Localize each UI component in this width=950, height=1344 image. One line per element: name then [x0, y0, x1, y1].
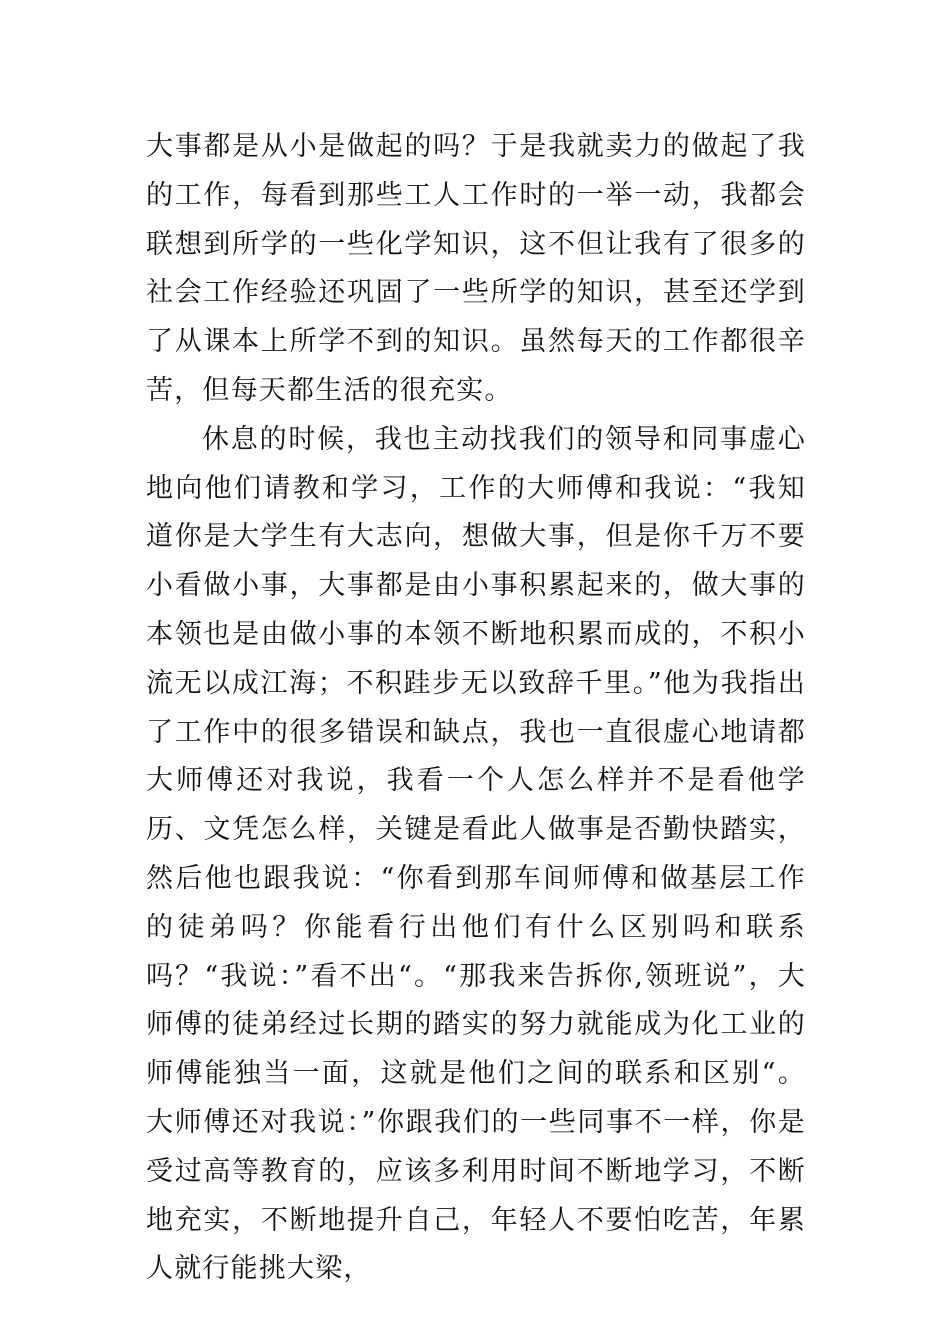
paragraph-1: 大事都是从小是做起的吗？于是我就卖力的做起了我的工作，每看到那些工人工作时的一举一动，我都会联想到所学的一些化学知识，这不但让我有了很多的社会工作经验还巩固了一些所学的知识，甚至还学到了从课本上所学不到的知识。虽然每天的工作都很辛苦，但每天都生活的很充实。: [146, 131, 806, 406]
document-body: [146, 123, 806, 1294]
paragraph-2: 休息的时候，我也主动找我们的领导和同事虚心地向他们请教和学习，工作的大师傅和我说：“我知道你是大学生有大志向，想做大事，但是你千万不要小看做小事，大事都是由小事积累起来的，做大事的本领也是由做小事的本领不断地积累而成的，不积小流无以成江海；不积跬步无以致辞千里。”他为我指出了工作中的很多错误和缺点，我也一直很虚心地请都大师傅还对我说，我看一个人怎么样并不是看他学历、文凭怎么样，关键是看此人做事是否勤快踏实，然后他也跟我说：“你看到那车间师傅和做基层工作的徒弟吗？你能看行出他们有什么区别吗和联系吗？“我说：”看不出“。“那我来告拆你,领班说”，大师傅的徒弟经过长期的踏实的努力就能成为化工业的师傅能独当一面，这就是他们之间的联系和区别“。大师傅还对我说：”你跟我们的一些同事不一样，你是受过高等教育的，应该多利用时间不断地学习，不断地充实，不断地提升自己，年轻人不要怕吃苦，年累人就行能挑大梁，: [146, 423, 806, 1285]
